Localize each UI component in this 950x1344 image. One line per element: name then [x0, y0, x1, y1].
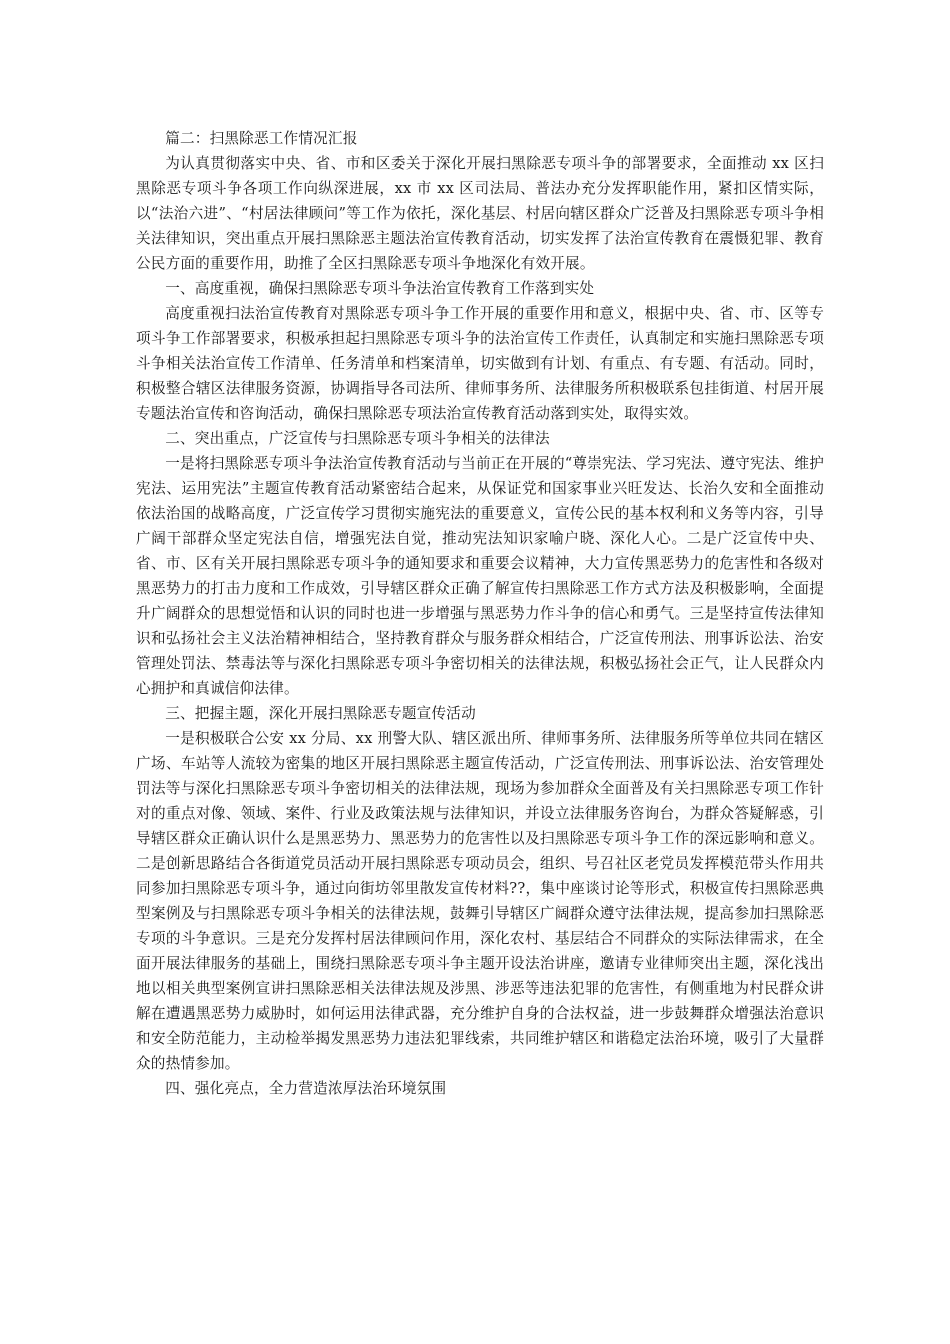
paragraph-section-1: 高度重视扫法治宣传教育对黑除恶专项斗争工作开展的重要作用和意义，根据中央、省、市、区等专项斗争工作部署要求，积极承担起扫黑除恶专项斗争的法治宣传工作责任，认真制定和实施扫黑除恶专项斗争相关法治宣传工作清单、任务清单和档案清单，切实做到有计划、有重点、有专题、有活动。同时，积极整合辖区法律服务资源，协调指导各司法所、律师事务所、法律服务所积极联系包挂街道、村居开展专题法治宣传和咨询活动，确保扫黑除恶专项法治宣传教育活动落到实处，取得实效。: [136, 305, 824, 422]
section-heading-3: 三、把握主题，深化开展扫黑除恶专题宣传活动: [165, 705, 476, 722]
document-title: 篇二：扫黑除恶工作情况汇报: [165, 130, 358, 147]
paragraph-section-2: 一是将扫黑除恶专项斗争法治宣传教育活动与当前正在开展的“尊崇宪法、学习宪法、遵守宪法、维护宪法、运用宪法”主题宣传教育活动紧密结合起来，从保证党和国家事业兴旺发达、长治久安和全面推动依法治国的战略高度，广泛宣传学习贯彻实施宪法的重要意义，宣传公民的基本权利和义务等内容，引导广阔干部群众坚定宪法自信，增强宪法自觉，推动宪法知识家喻户晓、深化人心。二是广泛宣传中央、省、市、区有关开展扫黑除恶专项斗争的通知要求和重要会议精神，大力宣传黑恶势力的危害性和各级对黑恶势力的打击力度和工作成效，引导辖区群众正确了解宣传扫黑除恶工作方式方法及积极影响，全面提升广阔群众的思想觉悟和认识的同时也进一步增强与黑恶势力作斗争的信心和勇气。三是坚持宣传法律知识和弘扬社会主义法治精神相结合，坚持教育群众与服务群众相结合，广泛宣传刑法、刑事诉讼法、治安管理处罚法、禁毒法等与深化扫黑除恶专项斗争密切相关的法律法规，积极弘扬社会正气，让人民群众内心拥护和真诚信仰法律。: [136, 455, 824, 697]
section-heading-2: 二、突出重点，广泛宣传与扫黑除恶专项斗争相关的法律法: [165, 430, 550, 447]
section-heading-1: 一、高度重视，确保扫黑除恶专项斗争法治宣传教育工作落到实处: [165, 280, 595, 297]
document-page: [136, 126, 824, 1101]
paragraph-section-3: 一是积极联合公安 xx 分局、xx 刑警大队、辖区派出所、律师事务所、法律服务所等单位共同在辖区广场、车站等人流较为密集的地区开展扫黑除恶主题宣传活动，广泛宣传刑法、刑事诉讼法、治安管理处罚法等与深化扫黑除恶专项斗争密切相关的法律法规，现场为参加群众全面普及有关扫黑除恶专项工作针对的重点对像、领域、案件、行业及政策法规与法律知识，并设立法律服务咨询台，为群众答疑解惑，引导辖区群众正确认识什么是黑恶势力、黑恶势力的危害性以及扫黑除恶专项斗争工作的深远影响和意义。二是创新思路结合各街道党员活动开展扫黑除恶专项动员会，组织、号召社区老党员发挥模范带头作用共同参加扫黑除恶专项斗争，通过向街坊邻里散发宣传材料??，集中座谈讨论等形式，积极宣传扫黑除恶典型案例及与扫黑除恶专项斗争相关的法律法规，鼓舞引导辖区广阔群众遵守法律法规，提高参加扫黑除恶专项的斗争意识。三是充分发挥村居法律顾问作用，深化农村、基层结合不同群众的实际法律需求，在全面开展法律服务的基础上，围绕扫黑除恶专项斗争主题开设法治讲座，邀请专业律师突出主题，深化浅出地以相关典型案例宣讲扫黑除恶相关法律法规及涉黑、涉恶等违法犯罪的危害性，有侧重地为村民群众讲解在遭遇黑恶势力威胁时，如何运用法律武器，充分维护自身的合法权益，进一步鼓舞群众增强法治意识和安全防范能力，主动检举揭发黑恶势力违法犯罪线索，共同维护辖区和谐稳定法治环境，吸引了大量群众的热情参加。: [136, 730, 824, 1072]
section-heading-4: 四、强化亮点，全力营造浓厚法治环境氛围: [165, 1080, 447, 1097]
paragraph-intro: 为认真贯彻落实中央、省、市和区委关于深化开展扫黑除恶专项斗争的部署要求，全面推动 xx 区扫黑除恶专项斗争各项工作向纵深进展，xx 市 xx 区司法局、普法办充分发挥职能作用，紧扣区情实际，以“法治六进”、“村居法律顾问”等工作为依托，深化基层、村居向辖区群众广泛普及扫黑除恶专项斗争相关法律知识，突出重点开展扫黑除恶主题法治宣传教育活动，切实发挥了法治宣传教育在震慑犯罪、教育公民方面的重要作用，助推了全区扫黑除恶专项斗争地深化有效开展。: [136, 155, 824, 272]
